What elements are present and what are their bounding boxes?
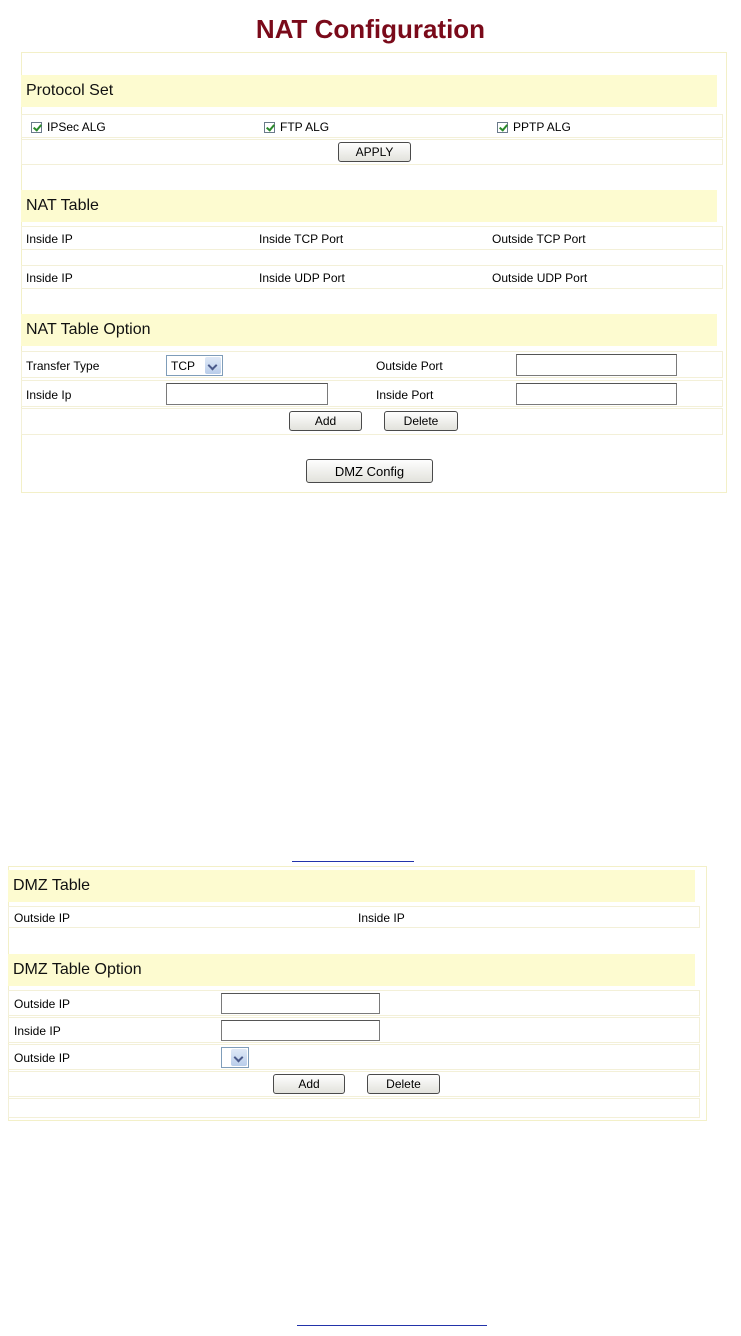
- dmz-outside-ip-select[interactable]: [221, 1047, 249, 1068]
- outside-udp-port-column: Outside UDP Port: [492, 271, 588, 285]
- link-underline: [297, 1325, 487, 1326]
- inside-ip-column: Inside IP: [358, 911, 405, 925]
- outside-ip-column: Outside IP: [14, 911, 71, 925]
- protocol-set-header: Protocol Set: [21, 75, 717, 107]
- transfer-type-value: TCP: [171, 359, 195, 373]
- add-button[interactable]: Add: [289, 411, 362, 431]
- ftp-alg-label: FTP ALG: [280, 120, 330, 134]
- inside-port-input[interactable]: [516, 383, 677, 405]
- page-title: NAT Configuration: [255, 14, 486, 44]
- pptp-alg-checkbox[interactable]: [497, 120, 571, 134]
- dmz-add-button[interactable]: Add: [273, 1074, 345, 1094]
- dmz-delete-button[interactable]: Delete: [367, 1074, 440, 1094]
- link-underline: [292, 861, 414, 862]
- nat-option-button-row: [21, 408, 723, 435]
- dmz-inside-ip-input[interactable]: [221, 1020, 380, 1041]
- outside-tcp-port-column: Outside TCP Port: [492, 232, 586, 246]
- nat-table-header: NAT Table: [21, 190, 717, 222]
- nat-tcp-row: [21, 226, 723, 250]
- checkbox-checked-icon: [31, 122, 42, 133]
- dmz-option-button-row: [8, 1071, 700, 1097]
- dmz-option-row-3: [8, 1044, 700, 1070]
- dmz-outside-ip-select-label: Outside IP: [14, 1051, 71, 1065]
- inside-ip-column: Inside IP: [26, 232, 73, 246]
- dmz-outside-ip-input[interactable]: [221, 993, 380, 1014]
- dmz-table-row: [8, 906, 700, 928]
- ipsec-alg-checkbox[interactable]: [31, 120, 106, 134]
- ftp-alg-checkbox[interactable]: [264, 120, 329, 134]
- inside-tcp-port-column: Inside TCP Port: [259, 232, 344, 246]
- dmz-config-button[interactable]: DMZ Config: [306, 459, 433, 483]
- delete-button[interactable]: Delete: [384, 411, 458, 431]
- nat-table-option-header: NAT Table Option: [21, 314, 717, 346]
- inside-port-label: Inside Port: [376, 388, 434, 402]
- outside-port-label: Outside Port: [376, 359, 443, 373]
- ipsec-alg-label: IPSec ALG: [47, 120, 106, 134]
- dmz-table-header: DMZ Table: [8, 870, 695, 902]
- apply-button[interactable]: APPLY: [338, 142, 411, 162]
- pptp-alg-label: PPTP ALG: [513, 120, 571, 134]
- chevron-down-icon: [231, 1049, 247, 1066]
- chevron-down-icon: [205, 357, 221, 374]
- checkbox-checked-icon: [497, 122, 508, 133]
- inside-udp-port-column: Inside UDP Port: [259, 271, 345, 285]
- inside-ip-column: Inside IP: [26, 271, 73, 285]
- inside-ip-input[interactable]: [166, 383, 328, 405]
- outside-port-input[interactable]: [516, 354, 677, 376]
- protocol-checkbox-row: [21, 114, 723, 138]
- checkbox-checked-icon: [264, 122, 275, 133]
- transfer-type-label: Transfer Type: [26, 359, 100, 373]
- dmz-option-footer-row: [8, 1098, 700, 1118]
- nat-udp-row: [21, 265, 723, 289]
- dmz-outside-ip-label: Outside IP: [14, 997, 71, 1011]
- inside-ip-label: Inside Ip: [26, 388, 72, 402]
- dmz-inside-ip-label: Inside IP: [14, 1024, 61, 1038]
- transfer-type-select[interactable]: [166, 355, 223, 376]
- dmz-table-option-header: DMZ Table Option: [8, 954, 695, 986]
